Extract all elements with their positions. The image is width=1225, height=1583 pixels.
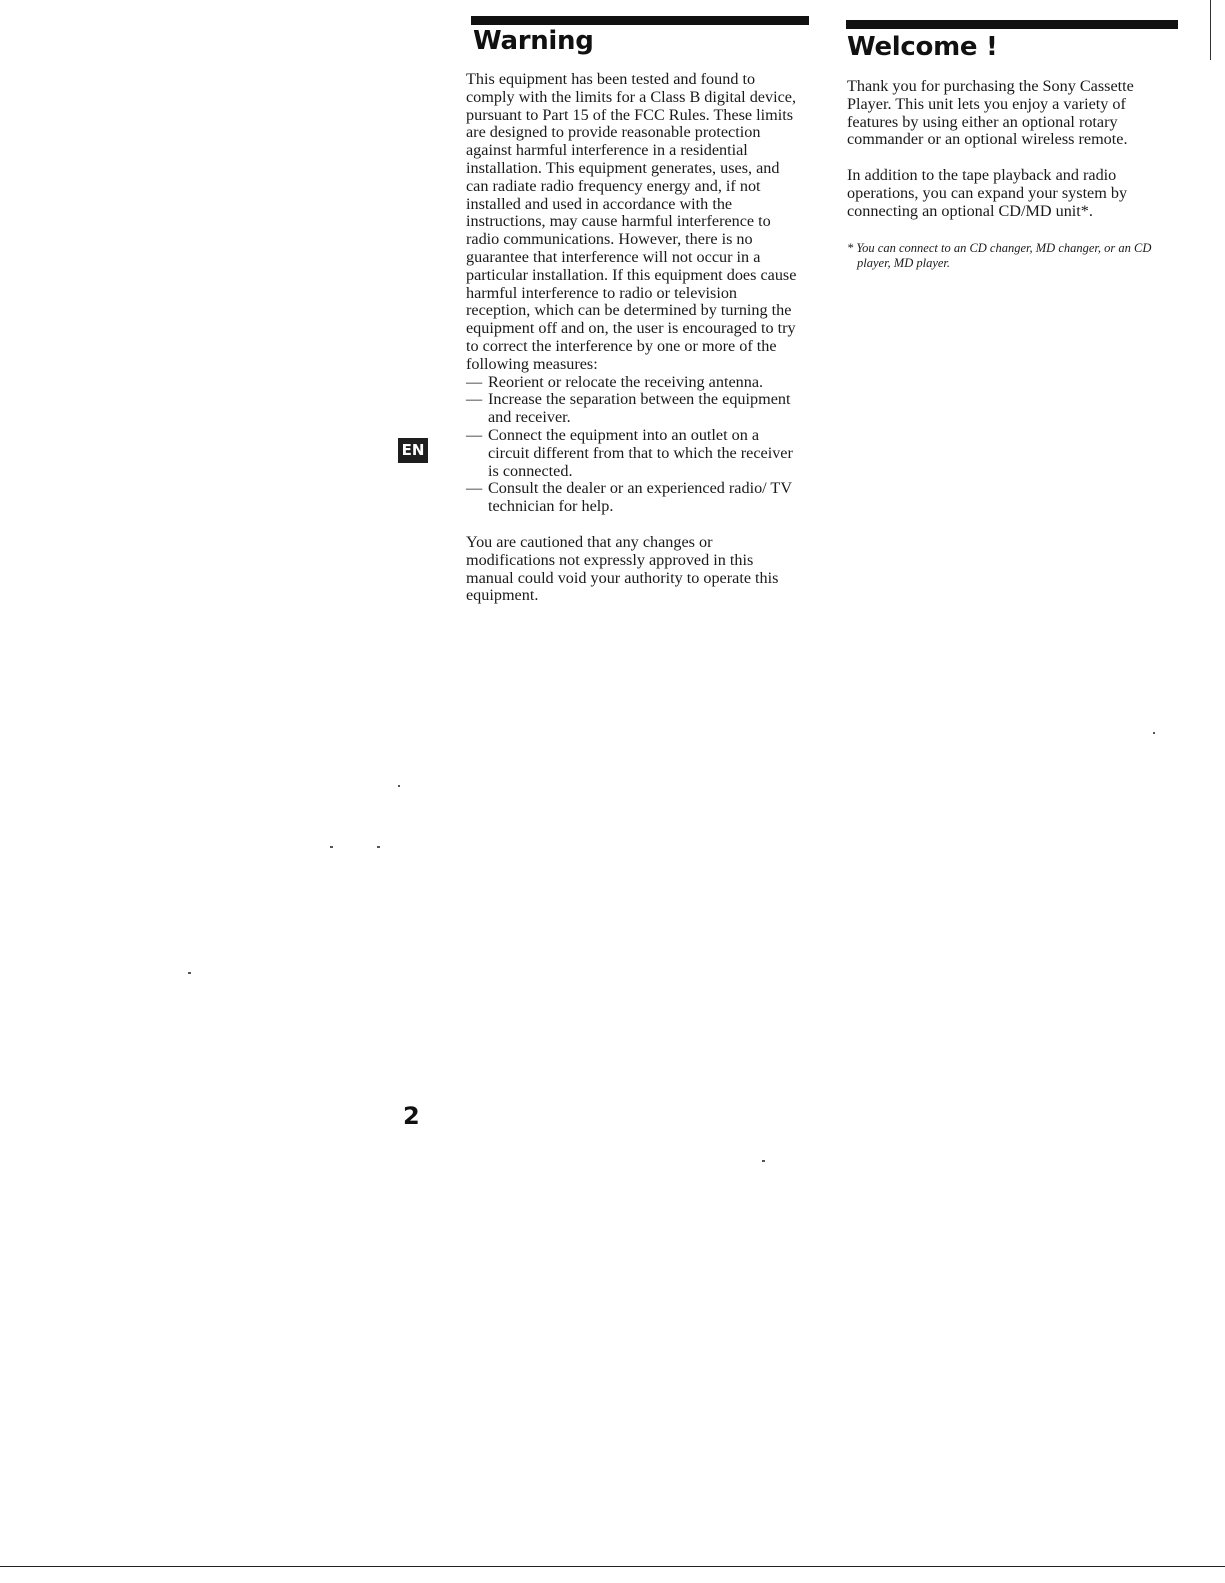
measure-text: Reorient or relocate the receiving antenna. xyxy=(488,372,764,391)
scan-speck xyxy=(188,972,191,974)
warning-heading-rule xyxy=(471,16,809,25)
dash-marker: — xyxy=(466,425,483,444)
welcome-heading-rule xyxy=(846,20,1178,29)
scan-speck xyxy=(398,785,400,787)
measure-text: Connect the equipment into an outlet on a circuit different from that to which the receiver is connected. xyxy=(488,425,793,480)
dash-marker: — xyxy=(466,372,483,391)
measure-item xyxy=(466,480,798,516)
welcome-heading: Welcome ! xyxy=(847,32,998,62)
warning-intro: This equipment has been tested and found to comply with the limits for a Class B digital device, pursuant to Part 15 of the FCC Rules. These limits are designed to provide reasonable protection against harmful interference in a residential installation. This equipment generates, uses, and can radiate radio frequency energy and, if not installed and used in accordance with the instructions, may cause harmful interference to radio communications. However, there is no guarantee that interference will not occur in a particular installation. If this equipment does cause harmful interference to radio or television reception, which can be determined by turning the equipment off and on, the user is encouraged to try to correct the interference by one or more of the following measures: xyxy=(466,70,797,373)
welcome-expansion: In addition to the tape playback and radio operations, you can expand your system by connecting an optional CD/MD unit*. xyxy=(847,166,1128,220)
interference-measures-list xyxy=(466,374,798,516)
scan-speck xyxy=(1153,732,1155,734)
scan-speck xyxy=(330,846,333,848)
warning-caution: You are cautioned that any changes or modifications not expressly approved in this manual could void your authority to operate this equipment. xyxy=(466,532,779,605)
language-tab: EN xyxy=(398,438,428,463)
welcome-intro: Thank you for purchasing the Sony Cassette Player. This unit lets you enjoy a variety of features by using either an optional rotary commander or an optional wireless remote. xyxy=(847,77,1134,149)
scan-speck xyxy=(762,1160,765,1162)
warning-column xyxy=(466,71,798,605)
warning-heading: Warning xyxy=(473,26,594,56)
welcome-footnote: * You can connect to an CD changer, MD changer, or an CD player, MD player. xyxy=(847,240,1152,270)
welcome-column xyxy=(847,78,1165,271)
page-number: 2 xyxy=(403,1102,420,1130)
scan-speck xyxy=(377,846,380,848)
measure-text: Consult the dealer or an experienced radio/ TV technician for help. xyxy=(488,479,792,516)
measure-item xyxy=(466,374,798,392)
measure-item xyxy=(466,427,798,480)
measure-text: Increase the separation between the equipment and receiver. xyxy=(488,390,791,427)
measure-item xyxy=(466,391,798,427)
dash-marker: — xyxy=(466,390,483,409)
scan-edge-right xyxy=(1210,0,1211,60)
scan-edge-bottom xyxy=(0,1566,1225,1567)
dash-marker: — xyxy=(466,479,483,498)
